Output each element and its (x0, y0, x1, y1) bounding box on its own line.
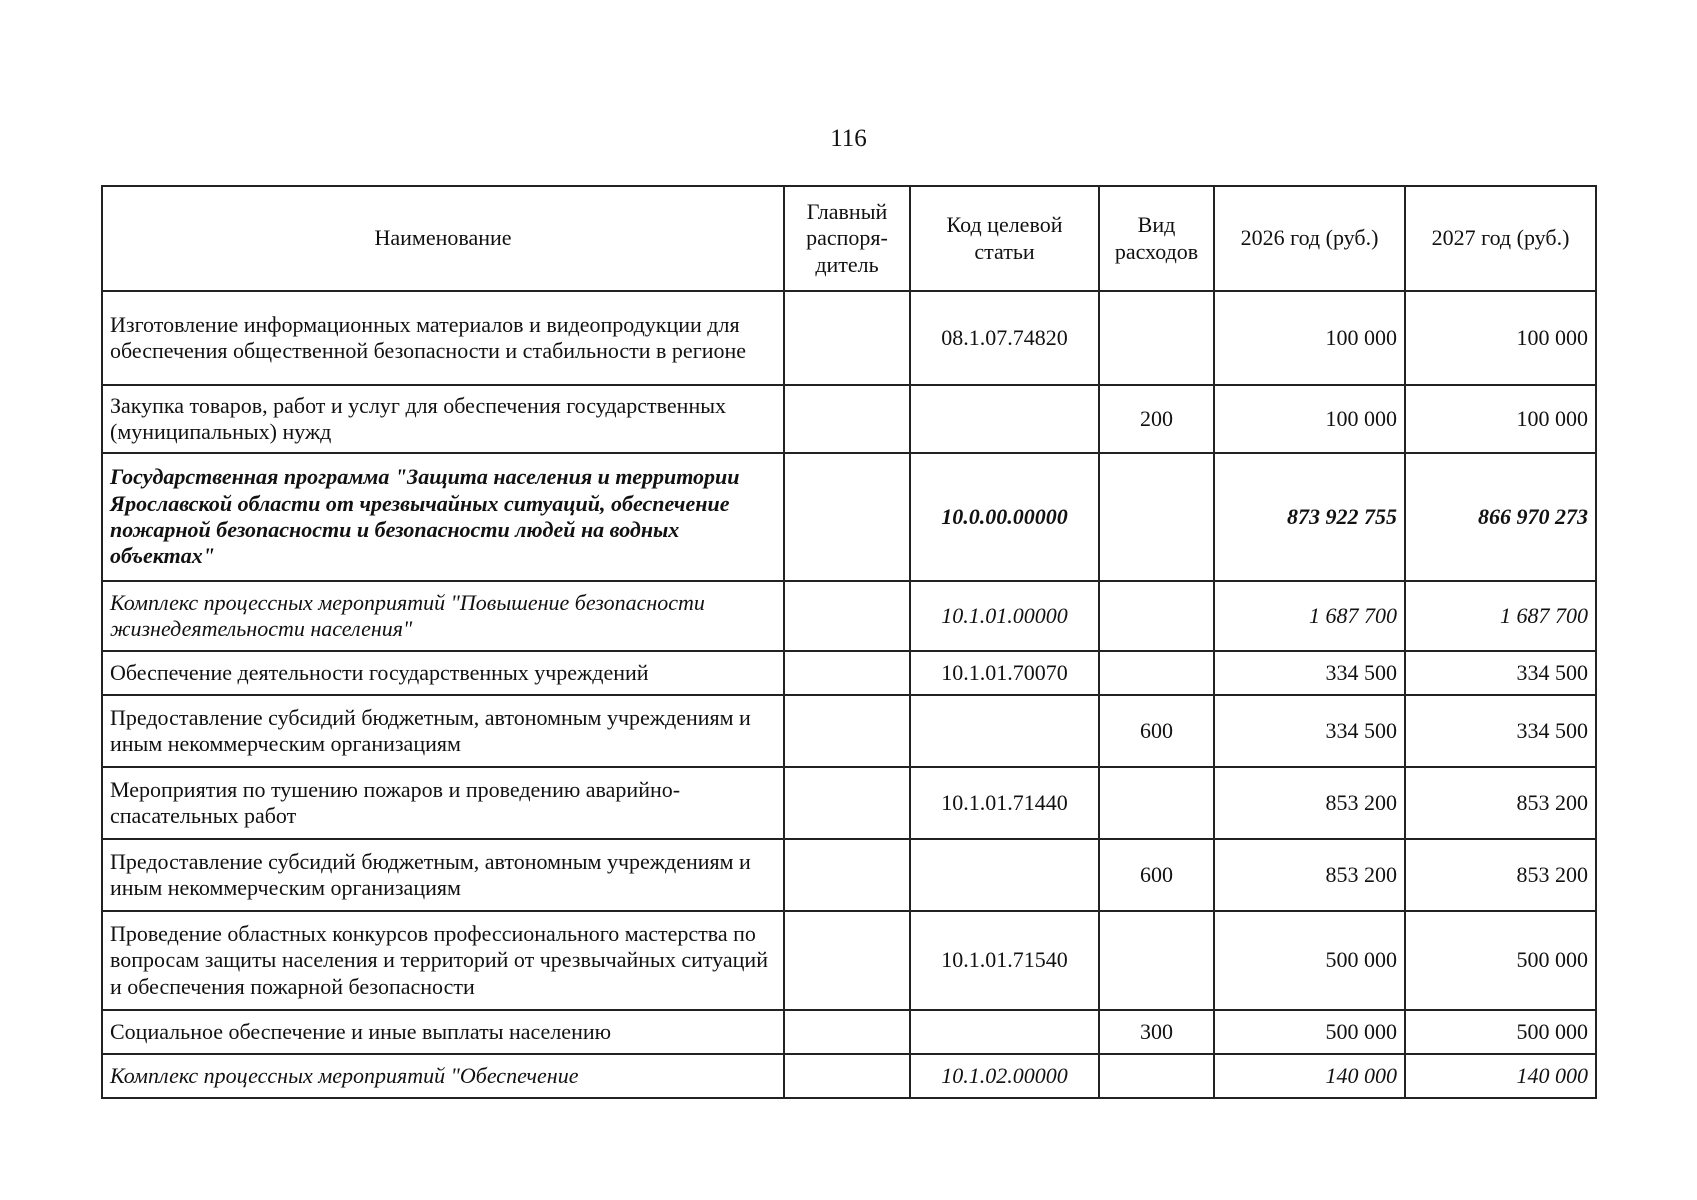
table-row (102, 291, 1596, 385)
header-expense-type: Вид расходов (1099, 186, 1214, 291)
row-2027: 140 000 (1405, 1054, 1596, 1098)
row-2027: 334 500 (1405, 651, 1596, 695)
row-type: 300 (1099, 1010, 1214, 1054)
row-main (784, 651, 910, 695)
row-2026: 1 687 700 (1214, 581, 1405, 651)
row-type (1099, 651, 1214, 695)
row-main (784, 839, 910, 911)
row-main (784, 695, 910, 767)
row-main (784, 453, 910, 581)
row-name: Обеспечение деятельности государственных учреждений (102, 651, 784, 695)
row-type: 200 (1099, 385, 1214, 453)
row-name: Комплекс процессных мероприятий "Обеспечение (102, 1054, 784, 1098)
row-2026: 334 500 (1214, 651, 1405, 695)
row-type (1099, 767, 1214, 839)
row-2026: 500 000 (1214, 911, 1405, 1010)
row-2026: 853 200 (1214, 767, 1405, 839)
row-2027: 334 500 (1405, 695, 1596, 767)
row-type (1099, 1054, 1214, 1098)
header-year-2027: 2027 год (руб.) (1405, 186, 1596, 291)
row-main (784, 1054, 910, 1098)
row-2027: 1 687 700 (1405, 581, 1596, 651)
header-main-manager: Главный распоря-дитель (784, 186, 910, 291)
budget-table (101, 185, 1597, 1099)
header-name: Наименование (102, 186, 784, 291)
page-number: 116 (830, 125, 867, 152)
table-row (102, 453, 1596, 581)
row-name: Изготовление информационных материалов и видеопродукции для обеспечения общественной безопасности и стабильности в регионе (102, 291, 784, 385)
table-row (102, 1054, 1596, 1098)
row-2026: 853 200 (1214, 839, 1405, 911)
row-main (784, 767, 910, 839)
row-2027: 100 000 (1405, 385, 1596, 453)
row-code: 10.1.02.00000 (910, 1054, 1099, 1098)
row-2026: 500 000 (1214, 1010, 1405, 1054)
table-row (102, 767, 1596, 839)
row-2026: 100 000 (1214, 291, 1405, 385)
row-main (784, 385, 910, 453)
row-name: Предоставление субсидий бюджетным, автономным учреждениям и иным некоммерческим организациям (102, 695, 784, 767)
row-name: Комплекс процессных мероприятий "Повышение безопасности жизнедеятельности населения" (102, 581, 784, 651)
row-code (910, 385, 1099, 453)
row-main (784, 581, 910, 651)
row-name: Проведение областных конкурсов профессионального мастерства по вопросам защиты населения и территорий от чрезвычайных ситуаций и обеспечения пожарной безопасности (102, 911, 784, 1010)
table-header-row (102, 186, 1596, 291)
row-2026: 100 000 (1214, 385, 1405, 453)
row-type: 600 (1099, 839, 1214, 911)
row-name: Закупка товаров, работ и услуг для обеспечения государственных (муниципальных) нужд (102, 385, 784, 453)
row-main (784, 291, 910, 385)
row-2027: 866 970 273 (1405, 453, 1596, 581)
row-type: 600 (1099, 695, 1214, 767)
row-2026: 140 000 (1214, 1054, 1405, 1098)
row-type (1099, 581, 1214, 651)
row-code: 10.1.01.70070 (910, 651, 1099, 695)
row-2027: 500 000 (1405, 1010, 1596, 1054)
row-main (784, 1010, 910, 1054)
row-2027: 500 000 (1405, 911, 1596, 1010)
row-2027: 100 000 (1405, 291, 1596, 385)
row-type (1099, 291, 1214, 385)
row-code (910, 695, 1099, 767)
row-code (910, 839, 1099, 911)
row-name: Государственная программа "Защита населения и территории Ярославской области от чрезвычайных ситуаций, обеспечение пожарной безопасности и безопасности людей на водных объектах" (102, 453, 784, 581)
row-2026: 873 922 755 (1214, 453, 1405, 581)
table-row (102, 1010, 1596, 1054)
row-code: 10.1.01.00000 (910, 581, 1099, 651)
row-code: 08.1.07.74820 (910, 291, 1099, 385)
row-code (910, 1010, 1099, 1054)
table-row (102, 581, 1596, 651)
row-main (784, 911, 910, 1010)
row-2026: 334 500 (1214, 695, 1405, 767)
row-2027: 853 200 (1405, 767, 1596, 839)
table-row (102, 911, 1596, 1010)
header-year-2026: 2026 год (руб.) (1214, 186, 1405, 291)
row-type (1099, 911, 1214, 1010)
table-row (102, 839, 1596, 911)
row-name: Мероприятия по тушению пожаров и проведению аварийно-спасательных работ (102, 767, 784, 839)
row-type (1099, 453, 1214, 581)
header-target-code: Код целевой статьи (910, 186, 1099, 291)
table-row (102, 651, 1596, 695)
table-row (102, 695, 1596, 767)
row-name: Социальное обеспечение и иные выплаты населению (102, 1010, 784, 1054)
row-code: 10.1.01.71440 (910, 767, 1099, 839)
row-2027: 853 200 (1405, 839, 1596, 911)
row-code: 10.1.01.71540 (910, 911, 1099, 1010)
table-row (102, 385, 1596, 453)
row-code: 10.0.00.00000 (910, 453, 1099, 581)
row-name: Предоставление субсидий бюджетным, автономным учреждениям и иным некоммерческим организациям (102, 839, 784, 911)
